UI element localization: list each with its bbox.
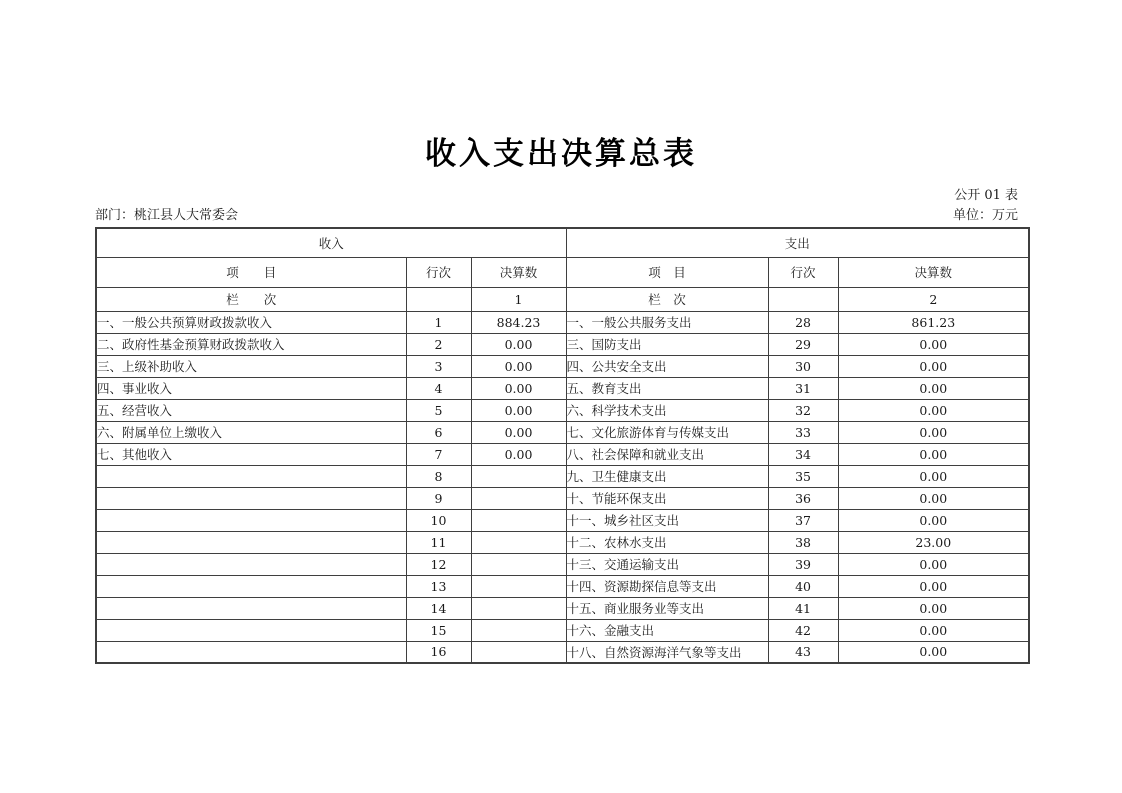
- sheet-number-label: 公开 01 表: [954, 188, 1018, 203]
- expense-item-column-header: 项 目: [566, 257, 768, 287]
- income-line-cell: 3: [406, 355, 471, 377]
- income-line-cell: 7: [406, 443, 471, 465]
- expense-amount-cell: 0.00: [838, 553, 1029, 575]
- income-item-cell: 一、一般公共预算财政拨款收入: [96, 311, 406, 333]
- income-section-header: 收入: [96, 228, 566, 257]
- expense-item-cell: 十三、交通运输支出: [566, 553, 768, 575]
- income-column-index: 1: [471, 287, 566, 311]
- expense-section-header: 支出: [566, 228, 1029, 257]
- expense-line-cell: 31: [768, 377, 838, 399]
- expense-item-cell: 五、教育支出: [566, 377, 768, 399]
- income-amount-cell: 884.23: [471, 311, 566, 333]
- expense-line-cell: 28: [768, 311, 838, 333]
- income-line-cell: 1: [406, 311, 471, 333]
- income-lanci-empty-cell: [406, 287, 471, 311]
- table-row: [96, 619, 1029, 641]
- income-amount-cell: [471, 487, 566, 509]
- income-line-cell: 15: [406, 619, 471, 641]
- income-item-cell: [96, 641, 406, 663]
- income-amount-cell: 0.00: [471, 355, 566, 377]
- column-header-row: [96, 257, 1029, 287]
- expense-item-cell: 八、社会保障和就业支出: [566, 443, 768, 465]
- unit-label: 单位：万元: [952, 208, 1018, 223]
- income-amount-cell: 0.00: [471, 399, 566, 421]
- table-row: [96, 531, 1029, 553]
- expense-item-cell: 十八、自然资源海洋气象等支出: [566, 641, 768, 663]
- income-amount-cell: [471, 597, 566, 619]
- expense-amount-cell: 0.00: [838, 575, 1029, 597]
- expense-item-cell: 六、科学技术支出: [566, 399, 768, 421]
- expense-amount-cell: 861.23: [838, 311, 1029, 333]
- expense-line-cell: 36: [768, 487, 838, 509]
- expense-amount-column-header: 决算数: [838, 257, 1029, 287]
- budget-summary-table: [95, 227, 1030, 664]
- expense-line-column-header: 行次: [768, 257, 838, 287]
- expense-item-cell: 十四、资源勘探信息等支出: [566, 575, 768, 597]
- expense-amount-cell: 0.00: [838, 619, 1029, 641]
- income-amount-cell: 0.00: [471, 377, 566, 399]
- income-line-cell: 4: [406, 377, 471, 399]
- table-row: [96, 487, 1029, 509]
- income-item-cell: [96, 597, 406, 619]
- income-lanci-label: 栏 次: [96, 287, 406, 311]
- income-line-cell: 10: [406, 509, 471, 531]
- expense-amount-cell: 0.00: [838, 399, 1029, 421]
- page-title: 收入支出决算总表: [425, 136, 697, 172]
- income-item-cell: [96, 553, 406, 575]
- income-line-column-header: 行次: [406, 257, 471, 287]
- table-head-section: [96, 228, 1029, 311]
- table-row: [96, 509, 1029, 531]
- income-line-cell: 13: [406, 575, 471, 597]
- income-amount-cell: [471, 509, 566, 531]
- income-item-cell: 四、事业收入: [96, 377, 406, 399]
- expense-line-cell: 34: [768, 443, 838, 465]
- table-body: [96, 311, 1029, 663]
- income-amount-cell: [471, 575, 566, 597]
- expense-amount-cell: 23.00: [838, 531, 1029, 553]
- expense-amount-cell: 0.00: [838, 377, 1029, 399]
- expense-item-cell: 三、国防支出: [566, 333, 768, 355]
- table-row: [96, 355, 1029, 377]
- income-line-cell: 14: [406, 597, 471, 619]
- income-amount-cell: 0.00: [471, 421, 566, 443]
- income-item-cell: [96, 465, 406, 487]
- expense-line-cell: 43: [768, 641, 838, 663]
- expense-amount-cell: 0.00: [838, 509, 1029, 531]
- income-amount-cell: [471, 465, 566, 487]
- income-item-cell: [96, 619, 406, 641]
- expense-line-cell: 33: [768, 421, 838, 443]
- expense-line-cell: 32: [768, 399, 838, 421]
- expense-amount-cell: 0.00: [838, 597, 1029, 619]
- income-item-cell: 二、政府性基金预算财政拨款收入: [96, 333, 406, 355]
- income-line-cell: 2: [406, 333, 471, 355]
- income-line-cell: 5: [406, 399, 471, 421]
- table-row: [96, 597, 1029, 619]
- expense-item-cell: 十二、农林水支出: [566, 531, 768, 553]
- expense-line-cell: 29: [768, 333, 838, 355]
- income-line-cell: 8: [406, 465, 471, 487]
- table-row: [96, 465, 1029, 487]
- income-amount-cell: [471, 553, 566, 575]
- income-item-cell: 五、经营收入: [96, 399, 406, 421]
- income-amount-cell: 0.00: [471, 443, 566, 465]
- income-amount-cell: [471, 641, 566, 663]
- expense-amount-cell: 0.00: [838, 443, 1029, 465]
- expense-amount-cell: 0.00: [838, 421, 1029, 443]
- expense-amount-cell: 0.00: [838, 487, 1029, 509]
- income-amount-cell: 0.00: [471, 333, 566, 355]
- income-line-cell: 11: [406, 531, 471, 553]
- table-row: [96, 575, 1029, 597]
- expense-item-cell: 十五、商业服务业等支出: [566, 597, 768, 619]
- expense-amount-cell: 0.00: [838, 333, 1029, 355]
- expense-item-cell: 十一、城乡社区支出: [566, 509, 768, 531]
- income-item-cell: [96, 575, 406, 597]
- expense-lanci-label: 栏 次: [566, 287, 768, 311]
- expense-line-cell: 40: [768, 575, 838, 597]
- table-row: [96, 641, 1029, 663]
- expense-line-cell: 35: [768, 465, 838, 487]
- income-amount-cell: [471, 619, 566, 641]
- table-row: [96, 333, 1029, 355]
- expense-item-cell: 十六、金融支出: [566, 619, 768, 641]
- expense-item-cell: 一、一般公共服务支出: [566, 311, 768, 333]
- column-index-row: [96, 287, 1029, 311]
- expense-item-cell: 四、公共安全支出: [566, 355, 768, 377]
- income-line-cell: 6: [406, 421, 471, 443]
- income-amount-cell: [471, 531, 566, 553]
- expense-line-cell: 42: [768, 619, 838, 641]
- income-item-column-header: 项 目: [96, 257, 406, 287]
- income-item-cell: [96, 487, 406, 509]
- table-row: [96, 399, 1029, 421]
- income-line-cell: 9: [406, 487, 471, 509]
- department-label: 部门：桃江县人大常委会: [95, 208, 239, 223]
- table-row: [96, 553, 1029, 575]
- income-amount-column-header: 决算数: [471, 257, 566, 287]
- expense-amount-cell: 0.00: [838, 641, 1029, 663]
- expense-line-cell: 30: [768, 355, 838, 377]
- income-item-cell: 六、附属单位上缴收入: [96, 421, 406, 443]
- table-row: [96, 443, 1029, 465]
- income-item-cell: 七、其他收入: [96, 443, 406, 465]
- expense-amount-cell: 0.00: [838, 465, 1029, 487]
- income-line-cell: 12: [406, 553, 471, 575]
- expense-line-cell: 41: [768, 597, 838, 619]
- expense-lanci-empty-cell: [768, 287, 838, 311]
- expense-amount-cell: 0.00: [838, 355, 1029, 377]
- income-item-cell: [96, 531, 406, 553]
- expense-line-cell: 37: [768, 509, 838, 531]
- table-row: [96, 377, 1029, 399]
- expense-item-cell: 九、卫生健康支出: [566, 465, 768, 487]
- expense-item-cell: 七、文化旅游体育与传媒支出: [566, 421, 768, 443]
- expense-item-cell: 十、节能环保支出: [566, 487, 768, 509]
- expense-line-cell: 38: [768, 531, 838, 553]
- table-row: [96, 311, 1029, 333]
- expense-line-cell: 39: [768, 553, 838, 575]
- income-line-cell: 16: [406, 641, 471, 663]
- income-item-cell: [96, 509, 406, 531]
- expense-column-index: 2: [838, 287, 1029, 311]
- section-header-row: [96, 228, 1029, 257]
- income-item-cell: 三、上级补助收入: [96, 355, 406, 377]
- table-row: [96, 421, 1029, 443]
